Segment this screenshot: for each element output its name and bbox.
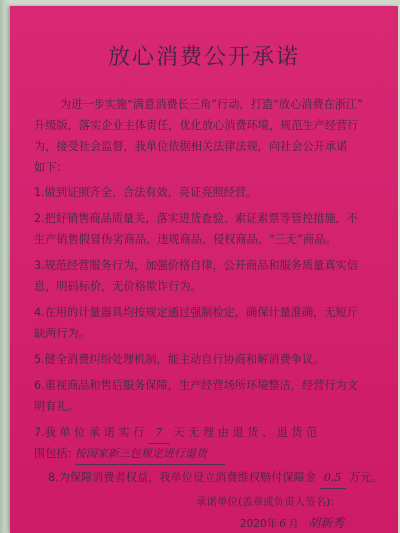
refund-days-value: 7 (148, 422, 170, 444)
commitment-item-7-line-1 (34, 422, 386, 444)
refund-scope-handwritten: 按国家新三包规定进行退货 (75, 443, 225, 465)
intro-line-4: 如下： (34, 161, 68, 174)
date-month-unit: 月 (288, 518, 299, 530)
signer-signature: 胡新秀 (308, 516, 345, 530)
commitment-item-1: 1.做到证照齐全、合法有效，亮证亮照经营。 (34, 186, 258, 199)
commitment-item-6-line-2: 明有礼。 (34, 400, 79, 413)
commitment-item-6-line-1: 6.重视商品和售后服务保障，生产经营场所环境整洁，经营行为文 (34, 379, 358, 392)
commitment-item-5: 5.健全消费纠纷处理机制，能主动自行协商和解消费争议。 (34, 353, 325, 366)
signature-date (240, 514, 344, 531)
intro-line-2: 升级版，落实企业主体责任，优化放心消费环境，规范生产经营行 (34, 119, 359, 132)
item-7-suffix: 天 无 理 由 退 货 、 退 货 范 (173, 426, 318, 439)
commitment-item-3-line-1: 3.规范经营服务行为，加强价格自律，公开商品和服务质量真实信 (34, 259, 358, 272)
item-7-prefix: 7.我 单 位 承 诺 实 行 (34, 426, 145, 439)
document-page (10, 6, 398, 533)
item-8-unit: 万元。 (349, 471, 383, 484)
item-8-prefix: 8.为保障消费者权益，我单位设立消费维权赔付保障金 (48, 471, 316, 484)
page-title: 放心消费公开承诺 (107, 45, 300, 70)
signature-label: 承诺单位(盖章或负责人签名): (196, 496, 334, 508)
date-year: 2020年 (240, 518, 278, 530)
commitment-item-4-line-1: 4.在用的计量器具均按规定通过强制检定，确保计量准确，无短斤 (34, 306, 358, 319)
commitment-item-2-line-2: 生产销售假冒伪劣商品、违规商品、侵权商品、“三无”商品。 (34, 233, 337, 246)
commitment-item-8 (48, 467, 400, 489)
intro-line-3: 为，接受社会监督，我单位依据相关法律法规，向社会公开承诺 (34, 140, 348, 153)
intro-line-1: 为进一步实施“满意消费长三角”行动，打造“放心消费在浙江” (60, 98, 363, 111)
commitment-item-4-line-2: 缺两行为。 (34, 327, 90, 340)
date-month: 6 (279, 517, 287, 530)
commitment-item-3-line-2: 息，明码标价，无价格欺诈行为。 (34, 280, 202, 293)
guarantee-amount-value: 0.5 (320, 467, 346, 489)
commitment-item-2-line-1: 2.把好销售商品质量关，落实进货查验、索证索票等管控措施，不 (34, 212, 358, 225)
refund-scope-label: 围包括: (34, 447, 72, 460)
commitment-item-7-line-2 (34, 443, 386, 465)
